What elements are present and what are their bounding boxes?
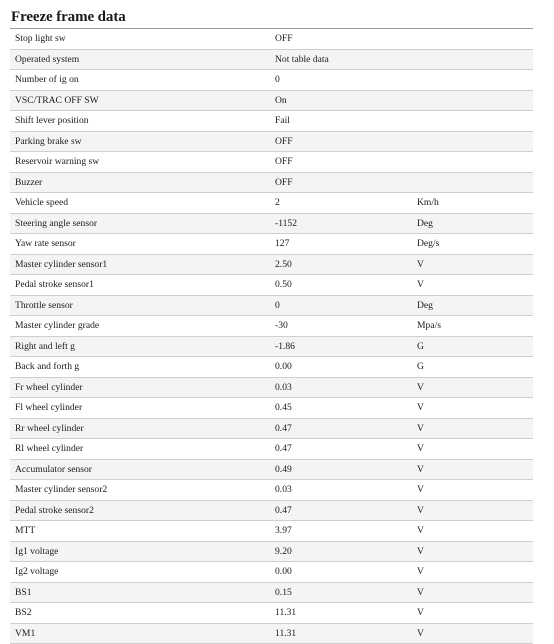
- parameter-name: Parking brake sw: [10, 131, 270, 152]
- parameter-value: Not table data: [270, 49, 400, 70]
- parameter-value: OFF: [270, 172, 400, 193]
- parameter-name: Shift lever position: [10, 111, 270, 132]
- parameter-value: 0.03: [270, 480, 400, 501]
- parameter-unit: [400, 131, 533, 152]
- parameter-unit: G: [400, 336, 533, 357]
- parameter-unit: Deg: [400, 213, 533, 234]
- parameter-unit: V: [400, 582, 533, 603]
- page-title: Freeze frame data: [11, 9, 126, 25]
- parameter-name: VM1: [10, 623, 270, 644]
- parameter-unit: V: [400, 541, 533, 562]
- table-row: [10, 459, 533, 480]
- parameter-unit: V: [400, 623, 533, 644]
- parameter-name: Steering angle sensor: [10, 213, 270, 234]
- parameter-name: Fl wheel cylinder: [10, 398, 270, 419]
- parameter-value: 2.50: [270, 254, 400, 275]
- parameter-unit: V: [400, 418, 533, 439]
- parameter-name: Yaw rate sensor: [10, 234, 270, 255]
- parameter-unit: V: [400, 500, 533, 521]
- parameter-value: 0.03: [270, 377, 400, 398]
- table-row: [10, 336, 533, 357]
- parameter-name: Master cylinder grade: [10, 316, 270, 337]
- parameter-value: -1152: [270, 213, 400, 234]
- parameter-name: Rr wheel cylinder: [10, 418, 270, 439]
- parameter-name: Pedal stroke sensor1: [10, 275, 270, 296]
- parameter-name: Pedal stroke sensor2: [10, 500, 270, 521]
- parameter-name: Accumulator sensor: [10, 459, 270, 480]
- parameter-name: Ig1 voltage: [10, 541, 270, 562]
- freeze-frame-table-body: [10, 29, 533, 644]
- table-row: [10, 70, 533, 91]
- parameter-name: Vehicle speed: [10, 193, 270, 214]
- parameter-unit: V: [400, 459, 533, 480]
- table-row: [10, 193, 533, 214]
- parameter-unit: V: [400, 439, 533, 460]
- parameter-value: 0.47: [270, 500, 400, 521]
- parameter-unit: [400, 90, 533, 111]
- parameter-unit: [400, 70, 533, 91]
- parameter-name: Master cylinder sensor1: [10, 254, 270, 275]
- parameter-name: Number of ig on: [10, 70, 270, 91]
- table-row: [10, 582, 533, 603]
- parameter-unit: [400, 172, 533, 193]
- parameter-value: OFF: [270, 131, 400, 152]
- parameter-unit: V: [400, 377, 533, 398]
- parameter-unit: G: [400, 357, 533, 378]
- parameter-value: 0: [270, 70, 400, 91]
- parameter-value: 0.47: [270, 439, 400, 460]
- parameter-unit: V: [400, 603, 533, 624]
- parameter-unit: V: [400, 398, 533, 419]
- table-row: [10, 418, 533, 439]
- table-row: [10, 172, 533, 193]
- table-row: [10, 603, 533, 624]
- table-row: [10, 521, 533, 542]
- parameter-value: On: [270, 90, 400, 111]
- parameter-value: 0.00: [270, 357, 400, 378]
- parameter-name: Back and forth g: [10, 357, 270, 378]
- parameter-name: Operated system: [10, 49, 270, 70]
- parameter-name: Ig2 voltage: [10, 562, 270, 583]
- table-row: [10, 439, 533, 460]
- parameter-value: 0.45: [270, 398, 400, 419]
- parameter-name: Stop light sw: [10, 29, 270, 50]
- parameter-value: 11.31: [270, 603, 400, 624]
- table-row: [10, 152, 533, 173]
- table-row: [10, 562, 533, 583]
- parameter-name: Reservoir warning sw: [10, 152, 270, 173]
- table-row: [10, 480, 533, 501]
- table-row: [10, 49, 533, 70]
- freeze-frame-panel: [10, 6, 533, 644]
- table-row: [10, 357, 533, 378]
- parameter-value: 0.00: [270, 562, 400, 583]
- parameter-unit: [400, 111, 533, 132]
- parameter-unit: Deg: [400, 295, 533, 316]
- table-row: [10, 111, 533, 132]
- table-row: [10, 29, 533, 50]
- parameter-unit: Km/h: [400, 193, 533, 214]
- parameter-name: MTT: [10, 521, 270, 542]
- parameter-unit: [400, 29, 533, 50]
- parameter-value: OFF: [270, 29, 400, 50]
- parameter-unit: Mpa/s: [400, 316, 533, 337]
- table-row: [10, 254, 533, 275]
- freeze-frame-table: [10, 28, 533, 644]
- parameter-name: Right and left g: [10, 336, 270, 357]
- table-row: [10, 541, 533, 562]
- table-row: [10, 131, 533, 152]
- parameter-unit: [400, 49, 533, 70]
- parameter-unit: V: [400, 521, 533, 542]
- table-row: [10, 398, 533, 419]
- parameter-value: Fail: [270, 111, 400, 132]
- parameter-name: BS2: [10, 603, 270, 624]
- table-row: [10, 623, 533, 644]
- table-row: [10, 275, 533, 296]
- parameter-name: Master cylinder sensor2: [10, 480, 270, 501]
- parameter-value: 0.47: [270, 418, 400, 439]
- parameter-name: Fr wheel cylinder: [10, 377, 270, 398]
- parameter-value: -1.86: [270, 336, 400, 357]
- parameter-name: Buzzer: [10, 172, 270, 193]
- table-row: [10, 295, 533, 316]
- parameter-name: BS1: [10, 582, 270, 603]
- parameter-name: Rl wheel cylinder: [10, 439, 270, 460]
- parameter-unit: [400, 152, 533, 173]
- parameter-value: OFF: [270, 152, 400, 173]
- parameter-value: 2: [270, 193, 400, 214]
- parameter-value: -30: [270, 316, 400, 337]
- table-row: [10, 500, 533, 521]
- parameter-unit: V: [400, 254, 533, 275]
- parameter-unit: Deg/s: [400, 234, 533, 255]
- parameter-value: 11.31: [270, 623, 400, 644]
- parameter-unit: V: [400, 275, 533, 296]
- table-row: [10, 90, 533, 111]
- parameter-value: 0.50: [270, 275, 400, 296]
- parameter-value: 9.20: [270, 541, 400, 562]
- parameter-value: 0.49: [270, 459, 400, 480]
- parameter-name: VSC/TRAC OFF SW: [10, 90, 270, 111]
- parameter-value: 0.15: [270, 582, 400, 603]
- table-row: [10, 377, 533, 398]
- parameter-value: 0: [270, 295, 400, 316]
- table-row: [10, 234, 533, 255]
- parameter-unit: V: [400, 562, 533, 583]
- table-row: [10, 316, 533, 337]
- parameter-value: 127: [270, 234, 400, 255]
- parameter-unit: V: [400, 480, 533, 501]
- parameter-name: Throttle sensor: [10, 295, 270, 316]
- table-row: [10, 213, 533, 234]
- parameter-value: 3.97: [270, 521, 400, 542]
